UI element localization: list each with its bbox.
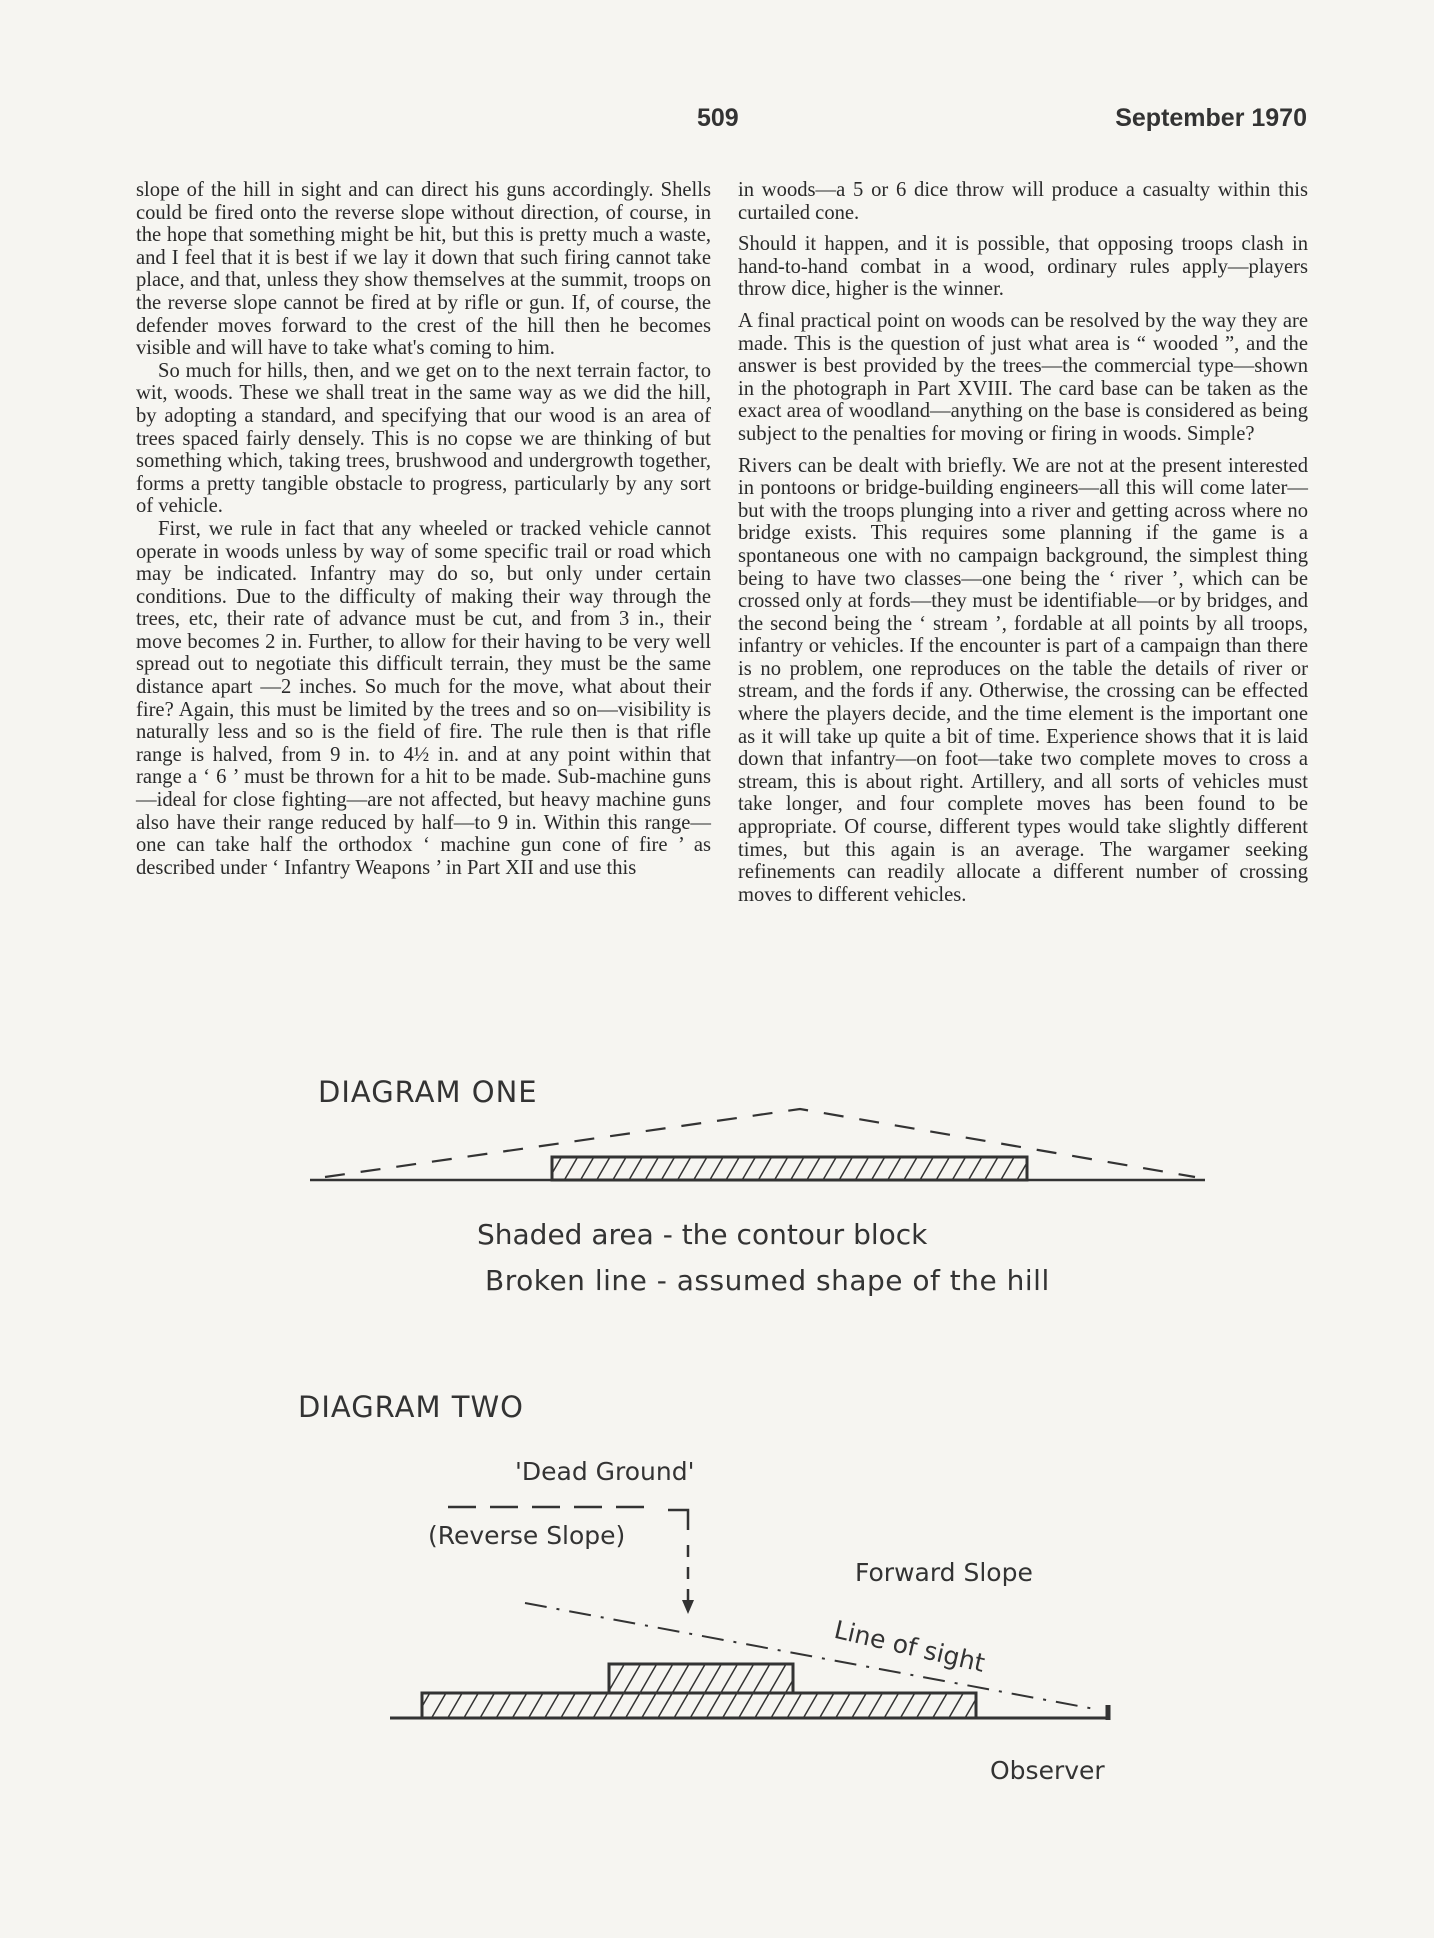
diagram-one-drawing xyxy=(310,1109,1205,1180)
page-number: 509 xyxy=(697,104,739,132)
paragraph: First, we rule in fact that any wheeled or tracked vehicle cannot operate in woods unless by way of some specific trail or road which may be indicated. Infantry may do so, but only under certain conditions. Due to the difficulty of making their way through the trees, etc, their rate of advance must be cut, and from 3 in., their move becomes 2 in. Further, to allow for their having to be very well spread out to negotiate this difficult terrain, they must be the same distance apart —2 inches. So much for the move, what about their fire? Again, this must be limited by the trees and so on—visibility is naturally less and so is the field of fire. The rule then is that rifle range is halved, from 9 in. to 4½ in. and at any point within that range a ‘ 6 ’ must be thrown for a hit to be made. Sub-machine guns—ideal for close fighting—are not affected, but heavy machine guns also have their range reduced by half—to 9 in. Within this range—one can take half the orthodox ‘ machine gun cone of fire ’ as described under ‘ Infantry Weapons ’ in Part XII and use this xyxy=(136,517,711,879)
dead-ground-bracket xyxy=(668,1510,688,1530)
paragraph: So much for hills, then, and we get on to the next terrain factor, to wit, woods. These we shall treat in the same way as we did the hill, by adopting a standard, and specifying that our wood is an area of trees spaced fairly densely. This is no copse we are thinking of but something which, taking trees, brushwood and undergrowth together, forms a pretty tangible obstacle to progress, particularly by any sort of vehicle. xyxy=(136,359,711,518)
diagram-one-title: DIAGRAM ONE xyxy=(318,1075,538,1109)
paragraph: in woods—a 5 or 6 dice throw will produce a casualty within this curtailed cone. xyxy=(738,179,1308,224)
contour-block-upper xyxy=(609,1664,793,1693)
paragraph: slope of the hill in sight and can direct his guns accordingly. Shells could be fired onto the reverse slope without direction, of course, in the hope that something might be hit, but this is pretty much a waste, and I feel that it is best if we lay it down that such firing cannot take place, and that, unless they show themselves at the summit, troops on the reverse slope cannot be fired at by rifle or gun. If, of course, the defender moves forward to the crest of the hill then he becomes visible and will have to take what's coming to him. xyxy=(136,179,711,360)
paragraph: A final practical point on woods can be resolved by the way they are made. This is the question of just what area is “ wooded ”, and the answer is best provided by the trees—the commercial type—shown in the photograph in Part XVIII. The card base can be taken as the exact area of woodland—anything on the base is considered as being subject to the penalties for moving or firing in woods. Simple? xyxy=(738,309,1308,445)
contour-block-lower xyxy=(422,1693,976,1718)
observer-label: Observer xyxy=(990,1756,1105,1785)
paragraph: Should it happen, and it is possible, that opposing troops clash in hand-to-hand combat in a wood, ordinary rules apply—players throw dice, higher is the winner. xyxy=(738,233,1308,301)
reverse-slope-label: (Reverse Slope) xyxy=(428,1521,626,1550)
diagram-two-title: DIAGRAM TWO xyxy=(298,1390,524,1424)
arrow-down-icon xyxy=(682,1600,694,1614)
contour-block xyxy=(552,1157,1027,1180)
forward-slope-label: Forward Slope xyxy=(855,1558,1033,1587)
line-of-sight-label: Line of sight xyxy=(831,1615,988,1678)
diagram-one-caption-1: Shaded area - the contour block xyxy=(477,1218,928,1251)
diagram-one-caption-2: Broken line - assumed shape of the hill xyxy=(485,1264,1050,1297)
paragraph: Rivers can be dealt with briefly. We are not at the present interested in pontoons or bridge-building engineers—all this will come later—but with the troops plunging into a river and getting across where no bridge exists. This requires some planning if the game is a spontaneous one with no campaign background, the simplest thing being to have two classes—one being the ‘ river ’, which can be crossed only at fords—they must be identifiable—or by bridges, and the second being the ‘ stream ’, fordable at all points by all troops, infantry or vehicles. If the encounter is part of a campaign than there is no problem, one reproduces on the table the details of river or stream, and the fords if any. Otherwise, the crossing can be effected where the players decide, and the time element is the important one as it will take up quite a bit of time. Experience shows that it is laid down that infantry—on foot—take two complete moves to cross a stream, this is about right. Artillery, and all sorts of vehicles must take longer, and four complete moves has been found to be appropriate. Of course, different types would take slightly different times, but this again is an average. The wargamer seeking refinements can readily allocate a different number of crossing moves to different vehicles. xyxy=(738,454,1308,906)
issue-date: September 1970 xyxy=(1115,104,1307,132)
dead-ground-label: 'Dead Ground' xyxy=(515,1457,695,1486)
